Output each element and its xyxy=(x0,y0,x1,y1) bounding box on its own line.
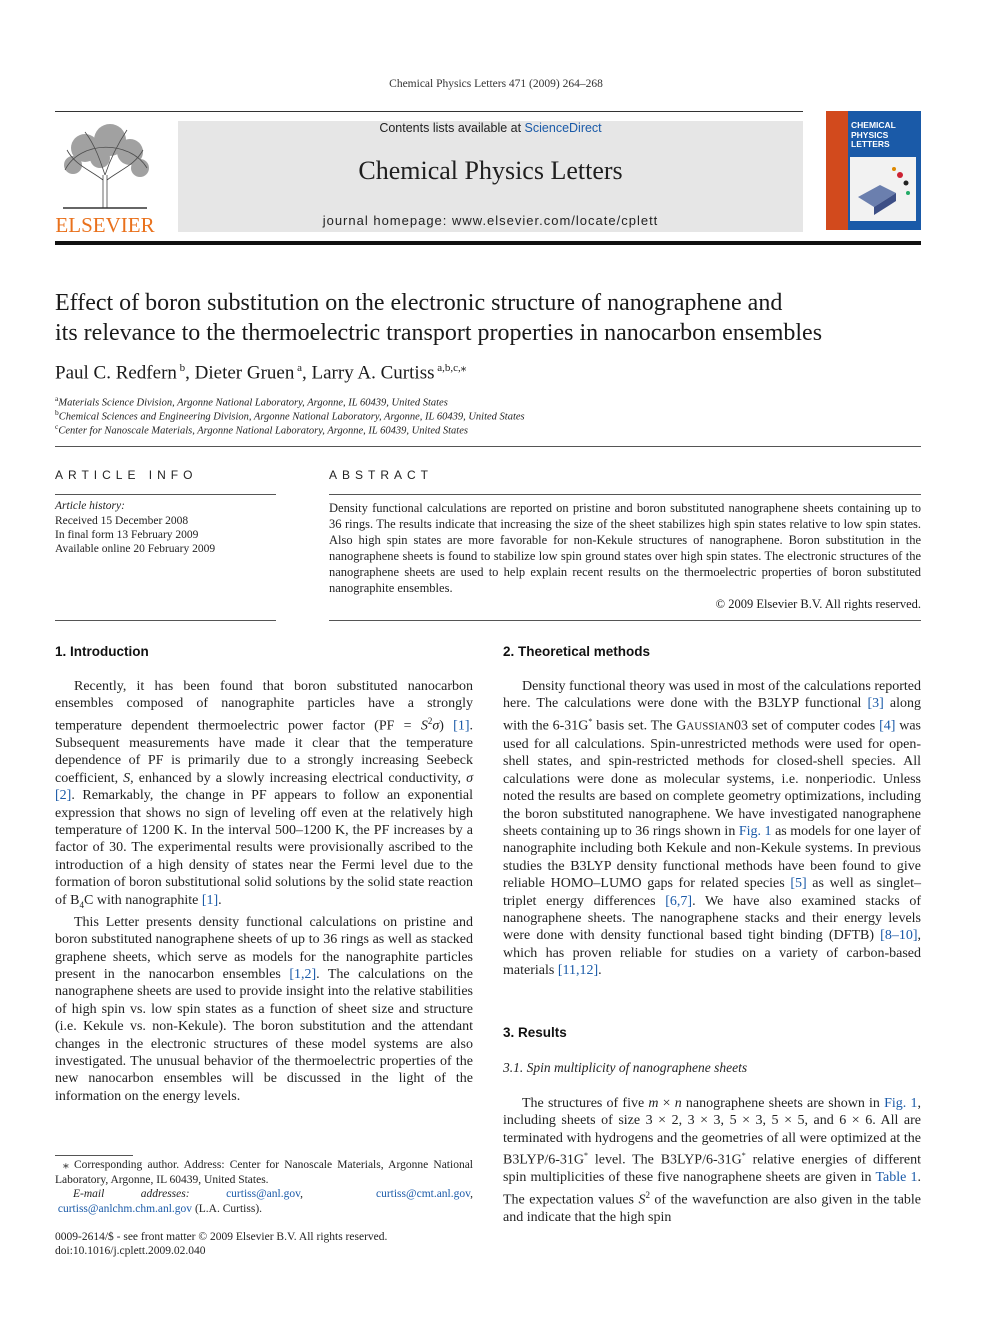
final-form-date: In final form 13 February 2009 xyxy=(55,529,199,541)
author-affil-marker: b xyxy=(179,362,186,374)
received-date: Received 15 December 2008 xyxy=(55,515,189,527)
online-date: Available online 20 February 2009 xyxy=(55,543,216,555)
affiliation-marker: c xyxy=(55,422,59,431)
cover-title-line: LETTERS xyxy=(851,139,890,149)
citation-link[interactable]: [5] xyxy=(790,876,807,892)
corresponding-footnote xyxy=(55,1158,473,1216)
affiliation-text: Materials Science Division, Argonne National Laboratory, Argonne, IL 60439, United States xyxy=(58,397,448,409)
citation-link[interactable]: [1,2] xyxy=(289,966,317,982)
section-heading: 1. Introduction xyxy=(55,644,149,659)
author-separator: , xyxy=(302,362,312,384)
contents-prefix: Contents lists available at xyxy=(379,121,525,135)
divider xyxy=(55,446,921,447)
intro-body xyxy=(55,678,473,1105)
email-line: E-mail addresses: curtiss@anl.gov, curtiss@cmt.anl.gov, curtiss@anlchm.chm.anl.gov (L.A. Curtiss). xyxy=(55,1188,474,1215)
article-title xyxy=(55,289,955,348)
copyright: © 2009 Elsevier B.V. All rights reserved. xyxy=(715,597,921,611)
abstract-text: Density functional calculations are reported on pristine and boron substituted nanographene sheets containing up to 36 rings. The results indicate that increasing the size of the sheet stabilizes high spin states relative to low spin states. Also high spin states are more favorable for non-Kekule structures of nanographene. Boron substitution in the nanographene sheets is found to stabilize low spin ground states over high spin states. The electronic structures of the nanographene sheets are used to help explain recent results on the thermoelectric properties of boron substituted nanographite ensembles. xyxy=(329,501,921,595)
article-title-line: its relevance to the thermoelectric transport properties in nanocarbon ensembles xyxy=(55,319,823,346)
paragraph: Density functional theory was used in most of the calculations reported here. The calculations were done with the B3LYP functional [3] along with the 6-31G* basis set. The GAUSSIAN03 set of computer codes [4] was used for all calculations. Spin-unrestricted methods were used for open-shell states, and spin-restricted methods for closed-shell species. All calculations were done as molecular systems, i.e. nonperiodic. Unless noted the results are based on complete geometry optimizations, including the boron substituted nanographene. We have investigated nanographene sheets containing up to 36 rings shown in Fig. 1 as models for one layer of nanographite including both Kekule and non-Kekule systems. In previous studies the B3LYP density functional methods have been found to give reliable HOMO–LUMO gaps for related species [5] as well as singlet–triplet energy differences [6,7]. We have also examined stacks of nanographene sheets. The nanographene stacks and their energy levels were done with density functional based tight binding (DFTB) [8–10], which has proven reliable for studies on a variety of carbon-based materials [11,12]. xyxy=(503,679,922,979)
email-label: E-mail addresses: xyxy=(73,1188,190,1200)
table-link[interactable]: Table 1 xyxy=(875,1170,918,1186)
email-link[interactable]: curtiss@anl.gov xyxy=(226,1188,301,1200)
author-name[interactable]: Dieter Gruen xyxy=(194,362,295,384)
citation-link[interactable]: [2] xyxy=(55,788,72,804)
journal-title: Chemical Physics Letters xyxy=(358,156,623,185)
citation-link[interactable]: [11,12] xyxy=(557,963,599,979)
methods-body xyxy=(503,678,921,980)
citation-link[interactable]: [1] xyxy=(453,718,470,734)
affiliation xyxy=(55,422,468,437)
affiliation xyxy=(55,394,448,409)
author-affil-marker: a,b,c,⁎ xyxy=(437,362,467,374)
cover-strip xyxy=(826,111,848,230)
email-link[interactable]: curtiss@cmt.anl.gov xyxy=(375,1188,471,1200)
divider xyxy=(55,620,276,621)
citation-link[interactable]: [3] xyxy=(867,696,884,712)
divider xyxy=(329,494,921,495)
header-thick-rule xyxy=(55,241,921,245)
publisher-wordmark: ELSEVIER xyxy=(55,213,155,237)
cover-title xyxy=(851,121,896,150)
paragraph: Recently, it has been found that boron substituted nanocarbon ensembles composed of nanographite particles have a strongly temperature dependent thermoelectric power factor $(PF = S^2\sigma)$ [1]. Subsequent measurements have made it clear that the temperature dependence of PF is primarily due to a strongly increasing Seebeck coefficient, S, enhanced by a slowly increasing electrical conductivity, σ [2]. Remarkably, the change in PF appears to follow an exponential expression that shows no sign of leveling off even at the relatively high temperature of 1200 K. In the interval 500–1200 K, the PF increases by a factor of 30. The experimental results were provisionally ascribed to the introduction of a high density of states near the Fermi level due to the formation of boron substitutional solid solutions by the solid state reaction of $B_4C$ with nanographite [1]. xyxy=(55,679,473,910)
sciencedirect-link[interactable]: ScienceDirect xyxy=(524,121,602,135)
issn-line: 0009-2614/$ - see front matter © 2009 Elsevier B.V. All rights reserved. xyxy=(55,1231,388,1243)
paragraph: This Letter presents density functional calculations on pristine and boron substituted nanographene sheets of up to 36 rings as well as stacked graphene sheets, which serve as models for the nanographite particles present in the nanocarbon ensembles [1,2]. The calculations on the nanographene sheets are used to provide insight into the relative stabilities of high spin vs. low spin states as a function of sheet size and structure (i.e. Kekule vs. non-Kekule). The boron substitution and the attendant changes in the electronic structures of these model systems are also investigated. The unusual behavior of the thermoelectric properties of the new nanocarbon ensembles will be discussed in the light of the information on the energy levels. xyxy=(55,914,473,1104)
figure-link[interactable]: Fig. 1 xyxy=(738,823,772,839)
cover-art xyxy=(850,157,916,221)
citation-link[interactable]: [4] xyxy=(879,718,896,734)
contents-line xyxy=(178,121,803,135)
divider xyxy=(329,620,921,621)
cover-title-line: CHEMICAL xyxy=(851,120,896,130)
divider xyxy=(55,494,276,495)
author-separator: , xyxy=(185,362,195,384)
corresponding-author: ⁎ Corresponding author. Address: Center for Nanoscale Materials, Argonne National Laboratory, Argonne, IL 60439, United States. xyxy=(55,1159,473,1186)
affiliation-marker: b xyxy=(55,408,59,417)
header-rule xyxy=(55,111,803,112)
citation-link[interactable]: [8–10] xyxy=(880,928,918,944)
journal-homepage[interactable]: journal homepage: www.elsevier.com/locate/cplett xyxy=(322,213,659,228)
citation-link[interactable]: [6,7] xyxy=(665,893,693,909)
doi-line[interactable]: doi:10.1016/j.cplett.2009.02.040 xyxy=(55,1245,206,1257)
author-name[interactable]: Larry A. Curtiss xyxy=(311,362,435,384)
journal-citation: Chemical Physics Letters 471 (2009) 264–268 xyxy=(389,78,603,90)
abstract-heading: ABSTRACT xyxy=(329,468,434,482)
author-name[interactable]: Paul C. Redfern xyxy=(55,362,177,384)
email-suffix: (L.A. Curtiss). xyxy=(194,1202,263,1215)
history-label: Article history: xyxy=(55,500,125,512)
author-affil-marker: a xyxy=(297,362,303,374)
results-body xyxy=(503,1095,921,1226)
citation-link[interactable]: [1] xyxy=(201,892,219,908)
affiliation-text: Center for Nanoscale Materials, Argonne National Laboratory, Argonne, IL 60439, United States xyxy=(58,425,468,437)
figure-link[interactable]: Fig. 1 xyxy=(884,1096,918,1111)
article-info-heading: ARTICLE INFO xyxy=(55,468,198,482)
cover-title-line: PHYSICS xyxy=(851,129,889,140)
article-title-line: Effect of boron substitution on the electronic structure of nanographene and xyxy=(55,290,783,316)
affiliation xyxy=(55,408,525,423)
section-heading: 3. Results xyxy=(503,1025,567,1040)
affiliation-text: Chemical Sciences and Engineering Division, Argonne National Laboratory, Argonne, IL 60439, United States xyxy=(58,411,525,423)
author-list xyxy=(55,361,466,384)
journal-cover-image xyxy=(826,111,921,230)
subsection-heading: 3.1. Spin multiplicity of nanographene sheets xyxy=(503,1060,748,1075)
footnote-rule xyxy=(55,1155,133,1156)
affiliation-marker: a xyxy=(55,394,59,403)
paragraph: The structures of five m × n nanographene sheets are shown in Fig. 1, including sheets of size 3 × 2, 3 × 3, 5 × 3, 5 × 5, and 6 × 6. All are terminated with hydrogens and the geometries of all were optimized at the B3LYP/6-31G* level. The B3LYP/6-31G* relative energies of different spin multiplicities of these five nanographene sheets are given in Table 1. The expectation values $S^2$ of the wavefunction are also given in the table and indicate that the high spin xyxy=(503,1096,922,1225)
email-link[interactable]: curtiss@anlchm.chm.anl.gov xyxy=(57,1202,193,1215)
section-heading: 2. Theoretical methods xyxy=(503,644,651,659)
